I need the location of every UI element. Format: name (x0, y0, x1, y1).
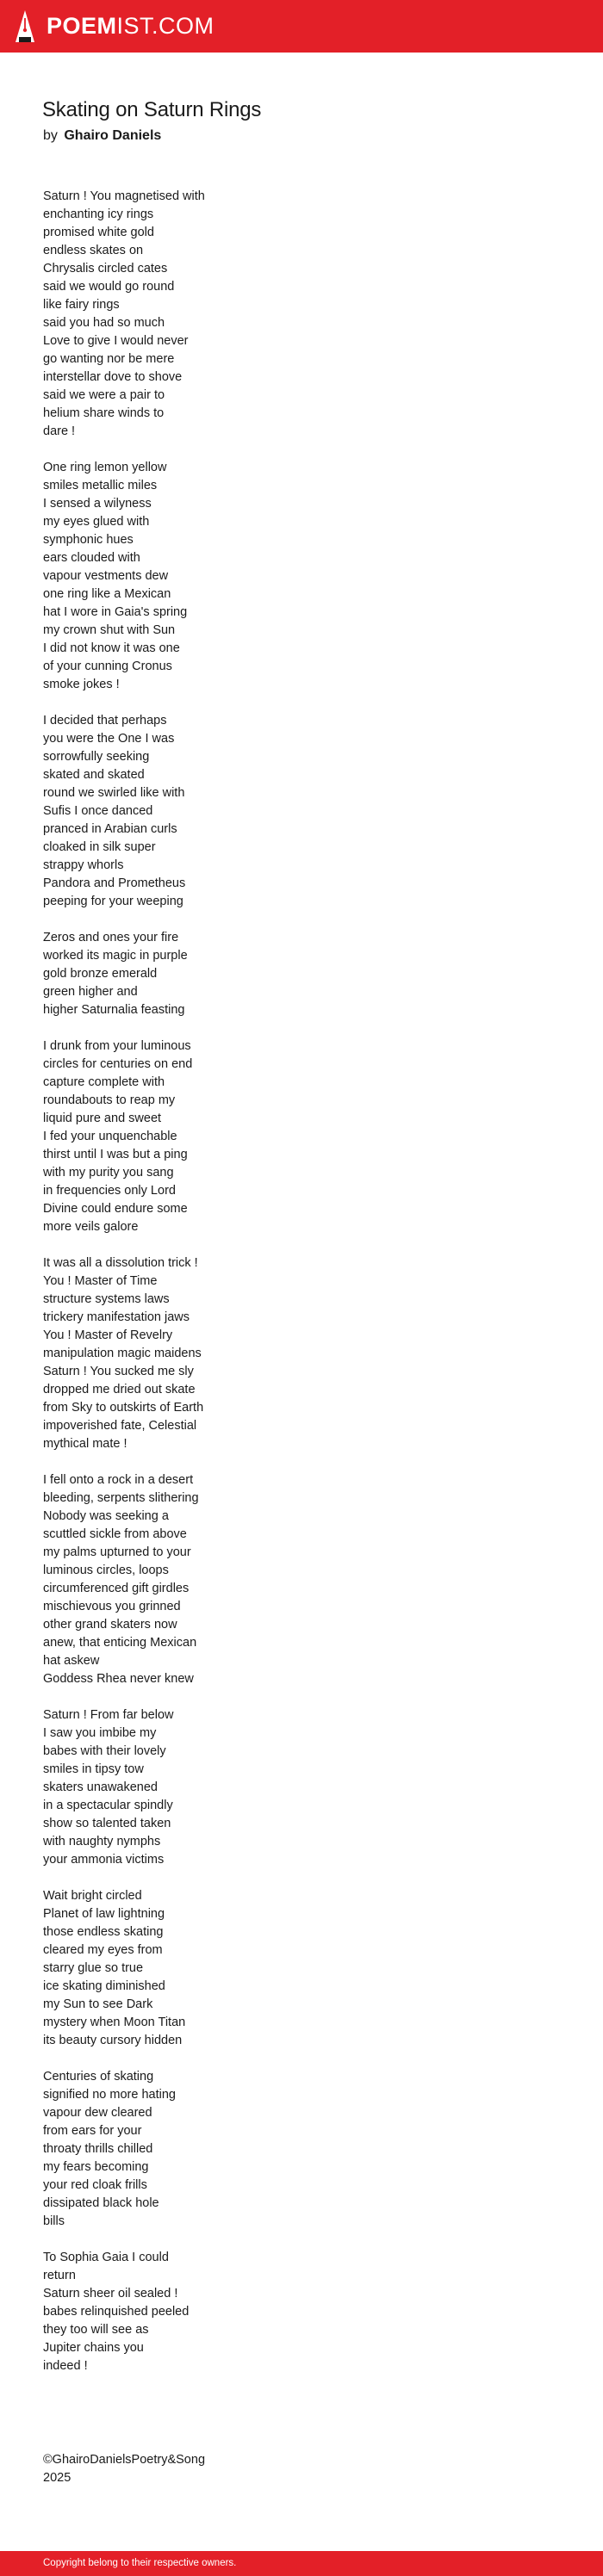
poem-line: Zeros and ones your fire (43, 931, 179, 944)
stanza (43, 712, 327, 911)
poem-line: capture complete with (43, 1075, 165, 1089)
stanza (43, 1254, 327, 1453)
poem-line: mythical mate ! (43, 1437, 127, 1451)
poem-line: enchanting icy rings (43, 207, 154, 221)
stanza (43, 188, 327, 441)
pen-nib-icon (16, 10, 34, 42)
poem-line: starry glue so true (43, 1961, 144, 1975)
poem-line: pranced in Arabian curls (43, 822, 177, 836)
poem-line: vapour vestments dew (43, 569, 169, 583)
poem-line: promised white gold (43, 226, 154, 239)
poem-line: dare ! (43, 424, 76, 438)
poem-line: mystery when Moon Titan (43, 2016, 186, 2029)
poem-line: gold bronze emerald (43, 967, 158, 981)
poem-line: one ring like a Mexican (43, 587, 171, 601)
poem-line: cloaked in silk super (43, 840, 156, 854)
poem-line: helium share winds to (43, 406, 165, 420)
poem-line: your red cloak frills (43, 2178, 147, 2192)
poem-line: bleeding, serpents slithering (43, 1491, 199, 1505)
site-logo[interactable] (16, 9, 214, 43)
copyright-line: ©GhairoDanielsPoetry&Song (43, 2453, 206, 2467)
poem-line: ice skating diminished (43, 1979, 165, 1993)
poem-line: strappy whorls (43, 858, 124, 872)
poem-line: return (43, 2269, 76, 2282)
poem-line: I fell onto a rock in a desert (43, 1473, 194, 1487)
poem-line: of your cunning Cronus (43, 659, 172, 673)
poem-line: Saturn ! You sucked me sly (43, 1365, 194, 1378)
stanza (43, 1037, 327, 1236)
poem-line: I drunk from your luminous (43, 1039, 191, 1053)
poem-line: other grand skaters now (43, 1618, 177, 1632)
poem-line: Pandora and Prometheus (43, 876, 186, 890)
stanza (43, 2249, 327, 2375)
poem-line: manipulation magic maidens (43, 1347, 202, 1360)
poem-line: Sufis I once danced (43, 804, 153, 818)
poem-body (43, 188, 327, 2393)
poem-line: from Sky to outskirts of Earth (43, 1401, 204, 1415)
stanza (43, 1471, 327, 1688)
poem-line: Wait bright circled (43, 1889, 142, 1903)
poem-line: babes with their lovely (43, 1744, 166, 1758)
poem-line: its beauty cursory hidden (43, 2034, 183, 2047)
poem-line: mischievous you grinned (43, 1600, 181, 1613)
poem-line: liquid pure and sweet (43, 1112, 162, 1125)
poem-line: Centuries of skating (43, 2070, 154, 2084)
poem-line: vapour dew cleared (43, 2106, 152, 2120)
poem-line: Saturn ! You magnetised with (43, 189, 205, 203)
poem-line: with naughty nymphs (43, 1835, 161, 1848)
poem-line: One ring lemon yellow (43, 461, 167, 474)
poem-line: from ears for your (43, 2124, 142, 2138)
poem-line: smiles metallic miles (43, 479, 158, 492)
poem-line: in frequencies only Lord (43, 1184, 176, 1198)
poem-line: throaty thrills chilled (43, 2142, 153, 2156)
poem-line: hat askew (43, 1654, 100, 1668)
poem-line: dissipated black hole (43, 2196, 159, 2210)
poem-line: I sensed a wilyness (43, 497, 152, 511)
poem-line: said you had so much (43, 316, 165, 330)
poem-line: I decided that perhaps (43, 714, 167, 728)
poem-line: ears clouded with (43, 551, 140, 565)
poem-line: your ammonia victims (43, 1853, 165, 1867)
poem-line: my palms upturned to your (43, 1545, 191, 1559)
poem-line: You ! Master of Time (43, 1274, 158, 1288)
poem-line: smiles in tipsy tow (43, 1762, 144, 1776)
poem-line: my Sun to see Dark (43, 1997, 153, 2011)
poem-line: To Sophia Gaia I could (43, 2251, 169, 2264)
poem-line: signified no more hating (43, 2088, 176, 2102)
poem-line: symphonic hues (43, 533, 134, 547)
byline-prefix: by (43, 128, 58, 143)
poem-line: skaters unawakened (43, 1780, 158, 1794)
poem-line: trickery manifestation jaws (43, 1310, 190, 1324)
poem-line: go wanting nor be mere (43, 352, 175, 366)
poem-line: my fears becoming (43, 2160, 149, 2174)
poem-line: my eyes glued with (43, 515, 150, 529)
poem-line: round we swirled like with (43, 786, 185, 800)
footer-bar (0, 2551, 603, 2576)
logo-text-bold: POEM (47, 12, 117, 39)
poem-line: circumferenced gift girdles (43, 1582, 190, 1595)
top-bar (0, 0, 603, 53)
poem-line: It was all a dissolution trick ! (43, 1256, 198, 1270)
poem-line: Jupiter chains you (43, 2341, 144, 2355)
stanza (43, 1887, 327, 2050)
author-link[interactable]: Ghairo Daniels (64, 128, 162, 143)
poem-line: cleared my eyes from (43, 1943, 163, 1957)
poem-line: endless skates on (43, 244, 144, 257)
stanza (43, 2068, 327, 2231)
poem-line: Chrysalis circled cates (43, 262, 168, 276)
stanza (43, 459, 327, 694)
poem-line: impoverished fate, Celestial (43, 1419, 197, 1433)
poem-line: You ! Master of Revelry (43, 1328, 173, 1342)
poem-line: my crown shut with Sun (43, 623, 176, 637)
copyright-year: 2025 (43, 2471, 71, 2485)
poem-line: skated and skated (43, 768, 145, 782)
poem-line: I saw you imbibe my (43, 1726, 157, 1740)
poem-line: Goddess Rhea never knew (43, 1672, 194, 1686)
poem-line: I did not know it was one (43, 641, 180, 655)
poem-line: sorrowfully seeking (43, 750, 150, 764)
stanza (43, 929, 327, 1019)
poem-line: like fairy rings (43, 298, 120, 312)
poem-byline (43, 127, 161, 144)
poem-line: scuttled sickle from above (43, 1527, 187, 1541)
poem-line: anew, that enticing Mexican (43, 1636, 197, 1650)
poem-line: Saturn ! From far below (43, 1708, 174, 1722)
poem-line: Planet of law lightning (43, 1907, 165, 1921)
poem-line: with my purity you sang (43, 1166, 174, 1180)
poem-line: luminous circles, loops (43, 1564, 169, 1577)
poem-title: Skating on Saturn Rings (42, 98, 262, 121)
poem-line: interstellar dove to shove (43, 370, 183, 384)
poem-line: roundabouts to reap my (43, 1093, 176, 1107)
poem-line: Saturn sheer oil sealed ! (43, 2287, 178, 2300)
footer-copyright-text: Copyright belong to their respective owners. (43, 2558, 237, 2568)
poem-line: you were the One I was (43, 732, 175, 746)
poem-line: higher Saturnalia feasting (43, 1003, 185, 1017)
poem-line: Love to give I would never (43, 334, 189, 348)
poem-line: bills (43, 2214, 65, 2228)
poem-line: circles for centuries on end (43, 1057, 193, 1071)
poem-line: Divine could endure some (43, 1202, 188, 1216)
poem-line: said we were a pair to (43, 388, 165, 402)
poem-line: thirst until I was but a ping (43, 1148, 188, 1161)
poem-line: those endless skating (43, 1925, 164, 1939)
poem-line: smoke jokes ! (43, 678, 120, 691)
poem-line: peeping for your weeping (43, 895, 183, 908)
poem-line: show so talented taken (43, 1817, 171, 1830)
poem-line: hat I wore in Gaia's spring (43, 605, 188, 619)
poem-line: worked its magic in purple (43, 949, 188, 963)
poem-line: indeed ! (43, 2359, 88, 2373)
poem-line: I fed your unquenchable (43, 1130, 177, 1143)
poem-line: green higher and (43, 985, 138, 999)
poem-line: more veils galore (43, 1220, 139, 1234)
poem-line: in a spectacular spindly (43, 1799, 173, 1812)
logo-text-light: IST.COM (116, 12, 214, 39)
poem-line: structure systems laws (43, 1292, 170, 1306)
logo-text (47, 12, 214, 39)
poem-line: Nobody was seeking a (43, 1509, 169, 1523)
stanza (43, 1706, 327, 1869)
poem-copyright (43, 2451, 205, 2487)
poem-line: said we would go round (43, 280, 175, 294)
poem-line: dropped me dried out skate (43, 1383, 196, 1396)
poem-line: babes relinquished peeled (43, 2305, 190, 2319)
poem-line: they too will see as (43, 2323, 149, 2337)
